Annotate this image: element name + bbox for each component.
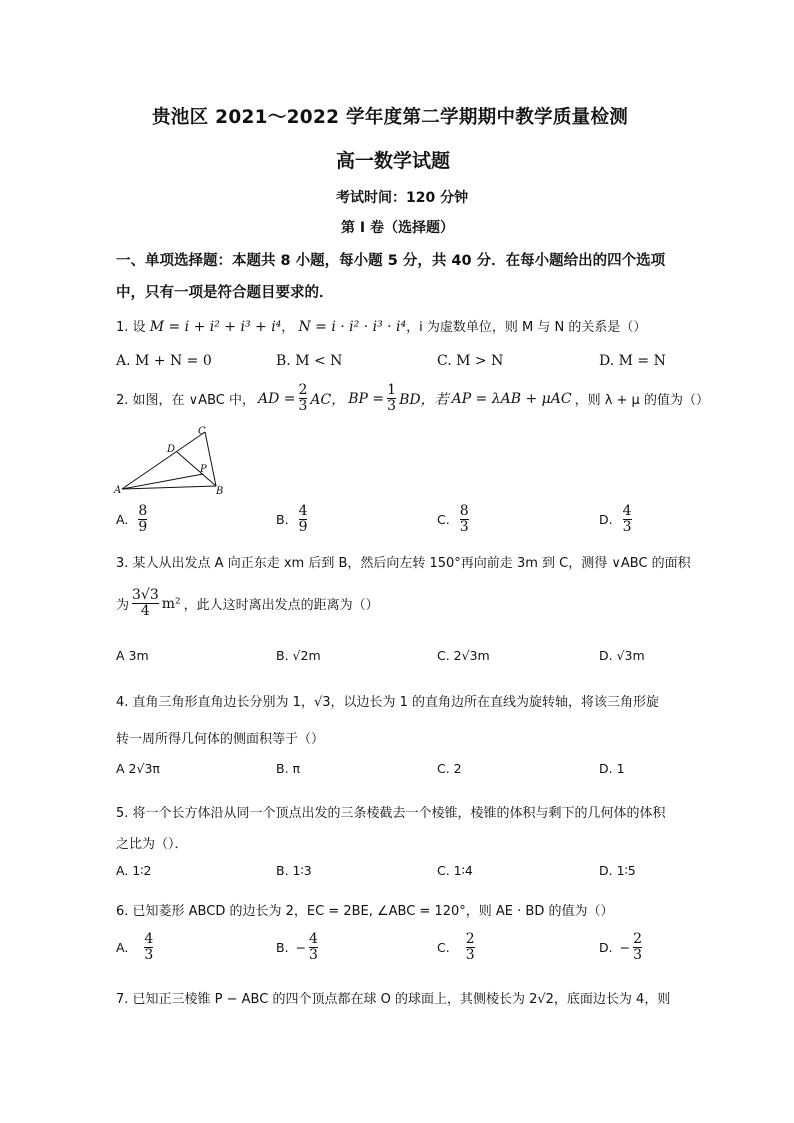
q2-number: 2. 如图，在 ∨ABC 中， (116, 393, 255, 408)
q6-option-b-fraction (309, 932, 318, 963)
q6-option-c (437, 932, 475, 963)
question-7-line1: 7. 已知正三棱锥 P − ABC 的四个顶点都在球 O 的球面上，其侧棱长为 2√2，底面边长为 4，则 (116, 992, 671, 1007)
q2-option-c-num: 8 (459, 503, 469, 519)
q2-ad-rhs: AC， (310, 391, 346, 408)
q6-option-d-den: 3 (633, 947, 643, 963)
edge-ac (122, 432, 205, 489)
q3-option-b: B. √2m (276, 648, 321, 663)
q1-m-expression: M = i + i² + i³ + i⁴ (149, 319, 282, 335)
question-3-line2 (116, 588, 379, 619)
q2-option-c-fraction (460, 504, 469, 535)
q2-option-b-den: 9 (298, 519, 308, 535)
q2-option-b (276, 504, 307, 535)
question-4-line1: 4. 直角三角形直角边长分别为 1，√3，以边长为 1 的直角边所在直线为旋转轴，将该三角形旋 (116, 695, 660, 710)
q1-number: 1. 设 (116, 320, 146, 335)
q3-area-unit: m² (161, 595, 181, 612)
q6-option-d-fraction (633, 932, 642, 963)
q3-option-d: D. √3m (599, 648, 645, 663)
q1-option-b: B. M < N (276, 353, 343, 369)
q1-separator: ， (281, 320, 295, 335)
q3-line2-pre: 为 (116, 598, 130, 613)
q2-option-d (599, 504, 632, 535)
section-heading-line1: 一、单项选择题：本题共 8 小题，每小题 5 分，共 40 分．在每小题给出的四个选项 (116, 253, 666, 269)
q2-option-a (116, 504, 147, 535)
q6-option-c-fraction (466, 932, 475, 963)
q2-option-a-letter: A. (116, 512, 129, 527)
q2-bp-den: 3 (387, 398, 397, 414)
q6-option-d-sign: − (619, 940, 631, 955)
label-c: C (198, 426, 206, 437)
label-p: P (200, 464, 207, 475)
q6-option-b-num: 4 (309, 931, 318, 947)
q2-ad-num: 2 (298, 382, 308, 398)
q3-option-a: A 3m (116, 648, 149, 663)
q6-option-c-letter: C. (437, 940, 450, 955)
exam-subtitle: 高一数学试题 (336, 150, 451, 172)
q6-option-c-den: 3 (465, 947, 475, 963)
q2-bp-fraction (387, 383, 396, 414)
q2-triangle-figure (112, 420, 232, 500)
q2-option-d-fraction (623, 504, 632, 535)
question-3-line1: 3. 某人从出发点 A 向正东走 xm 后到 B，然后向左转 150°再向前走 3m 到 C，测得 ∨ABC 的面积 (116, 556, 691, 571)
q3-area-num: 3√3 (132, 587, 159, 603)
q1-option-d: D. M = N (599, 353, 666, 369)
question-2 (116, 383, 709, 414)
q6-option-d (599, 932, 642, 963)
q2-ad-den: 3 (298, 398, 308, 414)
section-heading-line2: 中，只有一项是符合题目要求的． (116, 285, 334, 301)
q5-option-a: A. 1∶2 (116, 863, 152, 878)
q4-option-d: D. 1 (599, 761, 625, 776)
q5-option-b: B. 1∶3 (276, 863, 312, 878)
q6-option-d-letter: D. (599, 940, 613, 955)
q2-option-c (437, 504, 469, 535)
q2-option-b-num: 4 (298, 503, 308, 519)
q1-option-c: C. M > N (437, 353, 504, 369)
q2-option-b-letter: B. (276, 512, 289, 527)
q2-bp-num: 1 (387, 382, 397, 398)
q6-option-b (276, 932, 318, 963)
exam-title: 贵池区 2021～2022 学年度第二学期期中教学质量检测 (152, 107, 629, 128)
q2-ad-lhs: AD = (257, 390, 296, 407)
q2-rest: ，则 λ + μ 的值为（） (574, 393, 709, 408)
q2-bp-rhs: BD，若 (399, 391, 449, 408)
q2-option-d-letter: D. (599, 512, 613, 527)
q2-option-c-den: 3 (459, 519, 469, 535)
q2-option-d-num: 4 (622, 503, 632, 519)
label-a: A (114, 485, 122, 496)
q2-option-b-fraction (299, 504, 308, 535)
exam-time: 考试时间：120 分钟 (336, 190, 469, 206)
q2-bp-lhs: BP = (348, 390, 385, 407)
q2-ap-expression: AP = λAB + μAC (451, 390, 572, 407)
question-6: 6. 已知菱形 ABCD 的边长为 2，EC = 2BE, ∠ABC = 120°，则 AE · BD 的值为（） (116, 904, 614, 919)
q5-option-c: C. 1∶4 (437, 863, 473, 878)
q6-option-b-sign: − (295, 940, 307, 955)
q3-area-fraction (132, 588, 159, 619)
q2-ad-fraction (299, 383, 308, 414)
q2-option-a-den: 9 (138, 519, 148, 535)
question-5-line1: 5. 将一个长方体沿从同一个顶点出发的三条棱截去一个棱锥，棱锥的体积与剩下的几何体的体积 (116, 806, 666, 821)
q4-option-c: C. 2 (437, 761, 462, 776)
q1-rest: ，i 为虚数单位，则 M 与 N 的关系是（） (406, 320, 647, 335)
label-d: D (167, 444, 176, 455)
q2-option-c-letter: C. (437, 512, 450, 527)
q3-option-c: C. 2√3m (437, 648, 490, 663)
q4-option-a: A 2√3π (116, 761, 160, 776)
q6-option-c-num: 2 (465, 931, 475, 947)
q2-option-a-num: 8 (138, 503, 148, 519)
q6-option-a-num: 4 (144, 931, 154, 947)
q6-option-d-num: 2 (633, 931, 643, 947)
q1-option-a: A. M + N = 0 (116, 353, 212, 369)
q4-option-b: B. π (276, 761, 301, 776)
question-4-line2: 转一周所得几何体的侧面积等于（） (116, 732, 325, 747)
question-5-line2: 之比为（）． (116, 837, 188, 852)
q5-option-d: D. 1∶5 (599, 863, 636, 878)
q6-option-b-den: 3 (309, 947, 318, 963)
q2-option-a-fraction (138, 504, 147, 535)
q2-option-d-den: 3 (622, 519, 632, 535)
q6-option-a (116, 932, 153, 963)
q6-option-a-letter: A. (116, 940, 129, 955)
q1-n-expression: N = i · i² · i³ · i⁴ (298, 319, 407, 335)
q3-line2-post: ，此人这时离出发点的距离为（） (183, 598, 379, 613)
question-1 (116, 316, 646, 335)
volume-label: 第 I 卷（选择题） (341, 220, 454, 236)
q6-option-a-fraction (144, 932, 153, 963)
q6-option-a-den: 3 (144, 947, 154, 963)
label-b: B (216, 486, 224, 497)
q3-area-den: 4 (140, 603, 150, 619)
q6-option-b-letter: B. (276, 940, 289, 955)
